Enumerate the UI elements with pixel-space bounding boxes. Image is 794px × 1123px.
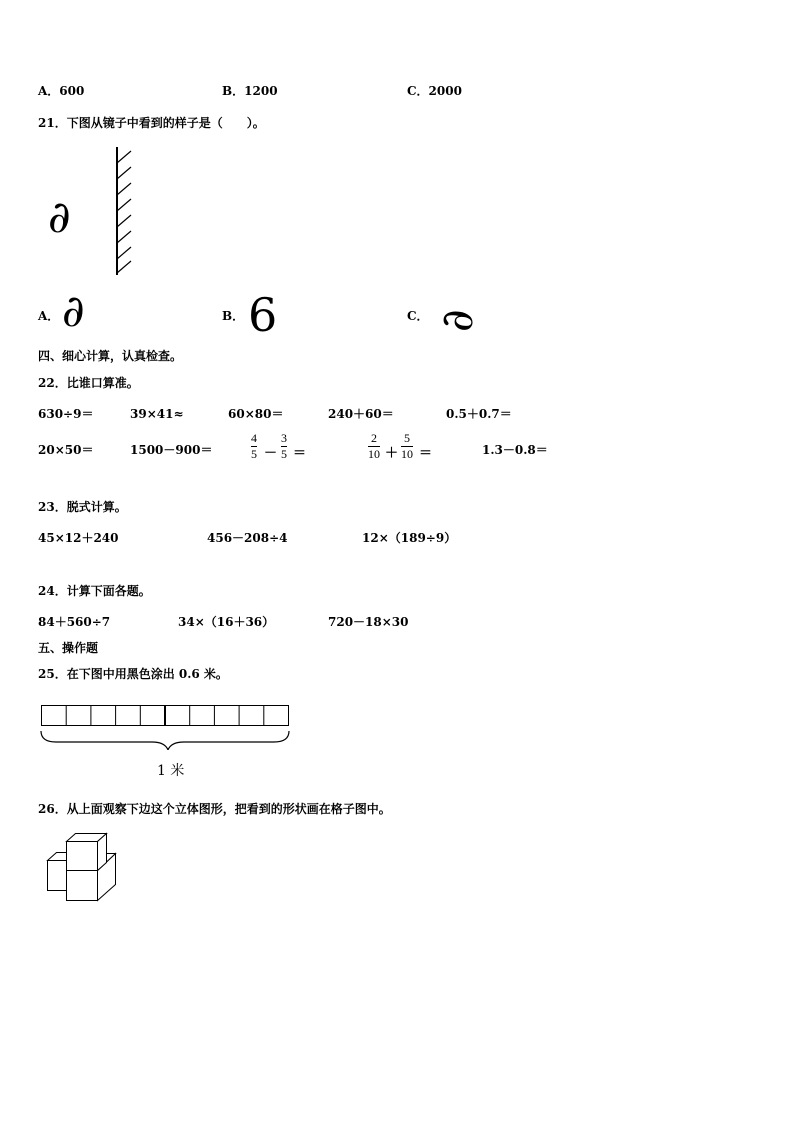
q21-figure-glyph: ∂ [48, 192, 71, 243]
q24-item: 84＋560÷7 [38, 615, 111, 629]
q21-option-a-label: A． [38, 309, 60, 323]
meter-label: 1 米 [157, 763, 185, 779]
q22-item: 0.5＋0.7＝ [446, 407, 512, 421]
q26-question: 26．从上面观察下边这个立体图形，把看到的形状画在格子图中。 [38, 802, 391, 816]
q23-item: 12×（189÷9） [362, 531, 457, 545]
fraction-5-10 [401, 432, 413, 461]
plus-sign: ＋ [385, 446, 399, 461]
fraction-4-5 [251, 432, 257, 461]
q21-option-c-label: C． [407, 309, 429, 323]
q20-option-a: A．600 [38, 84, 85, 98]
q21-question: 21．下图从镜子中看到的样子是（ ）。 [38, 116, 265, 130]
fraction-3-5 [281, 432, 287, 461]
section4-heading: 四、细心计算，认真检查。 [38, 349, 183, 363]
meter-strip[interactable] [40, 704, 292, 750]
q24-item: 34×（16＋36） [178, 615, 275, 629]
numerator: 3 [281, 431, 287, 445]
q22-item: 60×80＝ [228, 407, 284, 421]
denominator: 10 [401, 447, 413, 461]
q24-question: 24．计算下面各题。 [38, 584, 151, 598]
q20-option-b: B．1200 [222, 84, 278, 98]
mirror-figure [110, 145, 140, 277]
q24-item: 720－18×30 [328, 615, 409, 629]
equals-sign: ＝ [419, 446, 433, 461]
q22-item: 20×50＝ [38, 443, 94, 457]
denominator: 5 [281, 447, 287, 461]
equals-sign: ＝ [293, 446, 307, 461]
q25-question: 25．在下图中用黑色涂出 0.6 米。 [38, 667, 228, 681]
q21-option-b-label: B． [222, 309, 245, 323]
q22-item: 1.3－0.8＝ [482, 443, 548, 457]
denominator: 5 [251, 447, 257, 461]
q20-option-c: C．2000 [407, 84, 462, 98]
q23-item: 456－208÷4 [207, 531, 288, 545]
numerator: 4 [251, 431, 257, 445]
numerator: 2 [371, 431, 377, 445]
q22-item: 1500－900＝ [130, 443, 213, 457]
q23-question: 23．脱式计算。 [38, 500, 127, 514]
section5-heading: 五、操作题 [38, 641, 99, 655]
cube-figure [44, 832, 120, 904]
q22-question: 22．比谁口算准。 [38, 376, 139, 390]
numerator: 5 [404, 431, 410, 445]
fraction-2-10 [368, 432, 380, 461]
denominator: 10 [368, 447, 380, 461]
q22-item: 39×41≈ [130, 407, 184, 421]
minus-sign: － [264, 446, 278, 461]
q22-item: 630÷9＝ [38, 407, 94, 421]
q21-option-a-glyph: ∂ [62, 286, 85, 337]
q21-option-c-glyph: ∂ [432, 309, 483, 332]
q23-item: 45×12＋240 [38, 531, 119, 545]
q21-option-b-glyph: 6 [248, 288, 278, 342]
q22-item: 240＋60＝ [328, 407, 394, 421]
